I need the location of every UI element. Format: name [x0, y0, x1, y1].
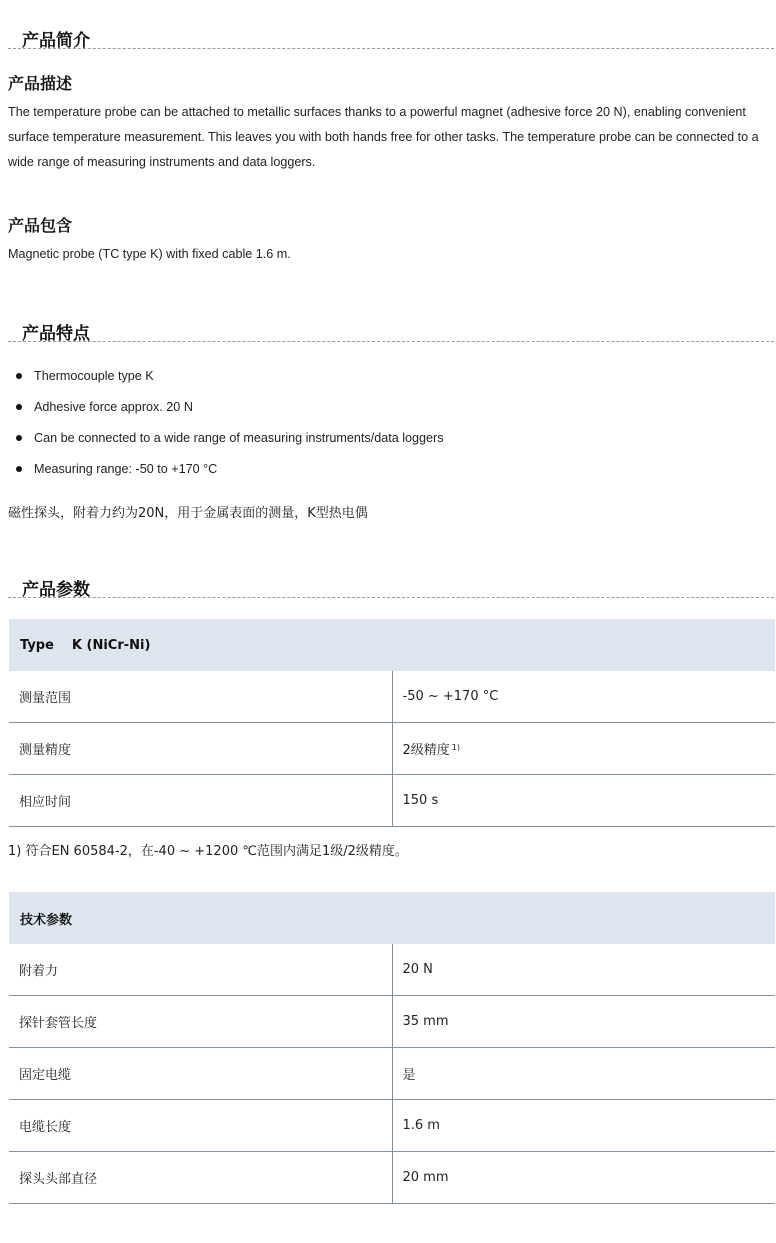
table-row — [9, 723, 775, 775]
table-row — [9, 1100, 775, 1152]
table-header-row — [9, 892, 775, 944]
param-name: 探头头部直径 — [9, 1152, 392, 1204]
contents-heading: 产品包含 — [8, 216, 73, 235]
section-title: 产品参数 — [22, 580, 90, 600]
param-name: 电缆长度 — [9, 1100, 392, 1152]
table-row — [9, 775, 775, 827]
table-row — [9, 996, 775, 1048]
param-name: 测量精度 — [9, 723, 392, 775]
param-value: -50 ~ +170 °C — [392, 671, 775, 723]
section-header-features — [8, 319, 774, 342]
bullet-icon — [16, 373, 22, 379]
table-row — [9, 1152, 775, 1204]
list-item: Measuring range: -50 to +170 °C — [8, 457, 444, 488]
param-value: 150 s — [392, 775, 775, 827]
tech-spec-table — [9, 892, 775, 1204]
table-row — [9, 671, 775, 723]
bullet-icon — [16, 435, 22, 441]
table-header: Type K (NiCr-Ni) — [9, 619, 775, 671]
section-header-params — [8, 575, 774, 598]
list-item: Can be connected to a wide range of measuring instruments/data loggers — [8, 426, 444, 457]
table-header-row — [9, 619, 775, 671]
type-spec-table — [9, 619, 775, 827]
feature-list — [8, 364, 444, 488]
bullet-icon — [16, 404, 22, 410]
param-value: 是 — [392, 1048, 775, 1100]
param-name: 固定电缆 — [9, 1048, 392, 1100]
feature-summary-cn: 磁性探头，附着力约为20N，用于金属表面的测量，K型热电偶 — [8, 506, 368, 521]
list-item: Thermocouple type K — [8, 364, 444, 395]
section-title: 产品简介 — [22, 31, 90, 51]
bullet-icon — [16, 466, 22, 472]
param-name: 测量范围 — [9, 671, 392, 723]
footnote: 1) 符合EN 60584-2，在-40 ~ +1200 ℃范围内满足1级/2级精度。 — [8, 844, 408, 859]
param-name: 相应时间 — [9, 775, 392, 827]
table-row — [9, 944, 775, 996]
param-value: 20 N — [392, 944, 775, 996]
contents-text: Magnetic probe (TC type K) with fixed cable 1.6 m. — [8, 247, 291, 261]
section-title: 产品特点 — [22, 324, 90, 344]
table-header: 技术参数 — [9, 892, 775, 944]
param-value: 1.6 m — [392, 1100, 775, 1152]
param-name: 附着力 — [9, 944, 392, 996]
description-text: The temperature probe can be attached to metallic surfaces thanks to a powerful magnet (adhesive force 20 N), enabling convenient surface temperature measurement. This leaves you with both hands free for other tasks. The temperature probe can be connected to a wide range of measuring instruments and data loggers. — [8, 105, 759, 169]
param-value: 20 mm — [392, 1152, 775, 1204]
section-header-intro — [8, 26, 774, 49]
table-row — [9, 1048, 775, 1100]
description-heading: 产品描述 — [8, 74, 73, 93]
param-value: 35 mm — [392, 996, 775, 1048]
footnote-ref: 1) — [451, 743, 460, 752]
list-item: Adhesive force approx. 20 N — [8, 395, 444, 426]
param-name: 探针套管长度 — [9, 996, 392, 1048]
param-value: 2级精度 $^{1)}$ — [392, 723, 775, 775]
